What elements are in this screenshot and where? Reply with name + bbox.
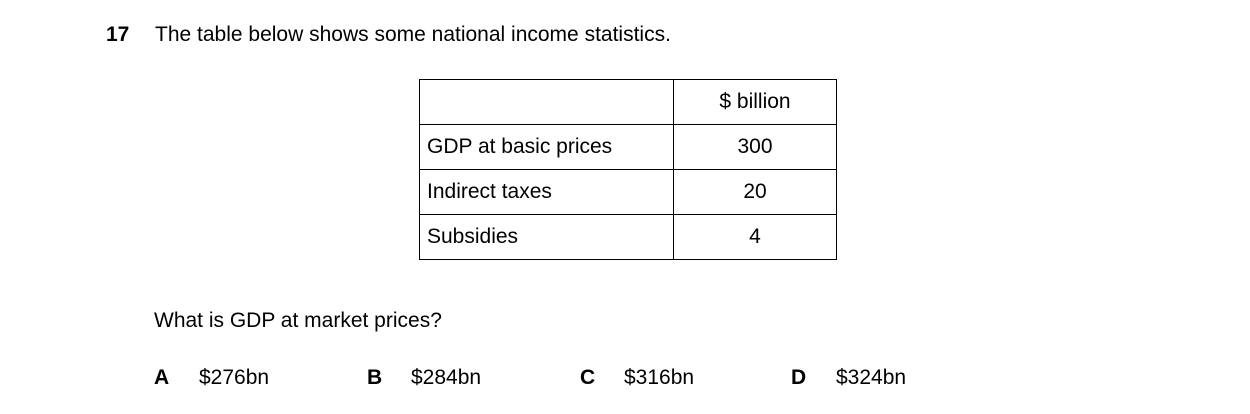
option-letter: C [580, 366, 596, 389]
question-stem: The table below shows some national income statistics. [155, 23, 671, 46]
answer-option-b[interactable] [367, 365, 481, 391]
question-prompt: What is GDP at market prices? [154, 309, 442, 332]
statistics-table [419, 79, 837, 260]
table-header-row [420, 80, 837, 125]
row-label-indirect-taxes: Indirect taxes [420, 170, 674, 215]
option-text: $324bn [836, 366, 907, 389]
header-unit-cell: $ billion [674, 80, 837, 125]
row-value-subsidies: 4 [674, 215, 837, 260]
table-row [420, 170, 837, 215]
row-value-indirect-taxes: 20 [674, 170, 837, 215]
option-letter: B [367, 366, 383, 389]
option-text: $316bn [624, 366, 695, 389]
answer-option-d[interactable] [791, 365, 906, 391]
answer-option-c[interactable] [580, 365, 694, 391]
option-text: $284bn [411, 366, 482, 389]
option-letter: D [791, 366, 807, 389]
answer-option-a[interactable] [154, 365, 269, 391]
row-value-gdp-basic-prices: 300 [674, 125, 837, 170]
question-number: 17 [106, 23, 130, 46]
option-letter: A [154, 366, 170, 389]
option-text: $276bn [199, 366, 270, 389]
row-label-gdp-basic-prices: GDP at basic prices [420, 125, 674, 170]
header-label-cell [420, 80, 674, 125]
table-row [420, 125, 837, 170]
table-row [420, 215, 837, 260]
row-label-subsidies: Subsidies [420, 215, 674, 260]
